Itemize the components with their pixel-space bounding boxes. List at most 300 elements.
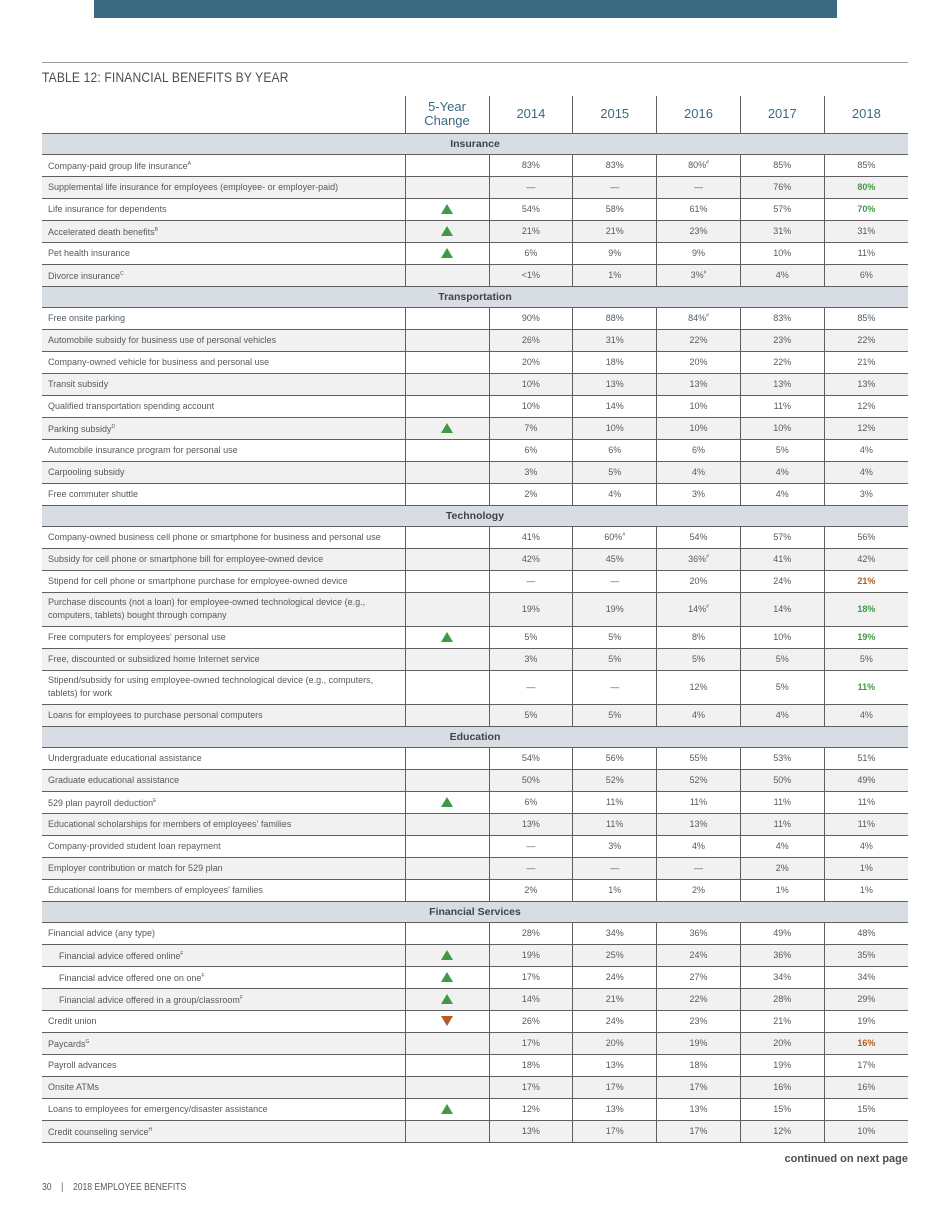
value-text: 5% [775,682,789,692]
value-text: 52% [689,775,708,785]
value-text: 13% [605,1104,624,1114]
footnote-marker: F [201,972,205,979]
table-header-row [42,96,908,133]
five-year-change-cell [405,461,489,483]
benefit-label-text: Onsite ATMs [48,1081,99,1092]
value-cell [573,835,657,857]
value-cell [489,769,573,791]
benefit-label [42,307,405,329]
value-text: 85% [857,313,876,323]
benefit-label [42,548,405,570]
table-row [42,648,908,670]
benefit-label-text: Payroll advances [48,1059,117,1070]
value-cell [824,704,908,726]
value-cell [657,307,741,329]
value-text: 5% [691,654,705,664]
benefit-label [42,944,405,966]
benefit-label-text: Financial advice offered online [59,950,181,961]
value-cell [489,198,573,220]
value-text: 31% [773,226,792,236]
value-text: 34% [605,928,624,938]
value-text: 49% [773,928,792,938]
value-cell [824,988,908,1010]
significance-marker: # [706,604,709,610]
value-text: 5% [775,445,789,455]
value-text: 12% [857,423,876,433]
value-cell [824,242,908,264]
benefit-label [42,329,405,351]
value-cell [740,1054,824,1076]
benefit-label-text: Loans for employees to purchase personal computers [48,709,263,720]
benefit-label [42,857,405,879]
benefit-label [42,835,405,857]
value-cell [489,670,573,704]
benefit-label [42,351,405,373]
value-text: 19% [857,1016,876,1026]
value-cell [489,264,573,286]
value-text: 4% [775,710,789,720]
value-text: 12% [773,1126,792,1136]
value-text: 2% [524,885,538,895]
value-cell [740,626,824,648]
value-text: 50% [521,775,540,785]
value-cell [489,857,573,879]
benefit-label [42,1054,405,1076]
value-text: 10% [857,1126,876,1136]
value-text: 17% [521,1082,540,1092]
value-text: 1% [608,885,622,895]
table-row [42,922,908,944]
value-cell [489,813,573,835]
footer-separator: | [61,1182,64,1193]
table-row [42,944,908,966]
value-cell [657,176,741,198]
table-row [42,264,908,286]
benefit-label-text: Educational loans for members of employees' families [48,884,263,895]
triangle-up-icon [441,632,453,642]
top-header-bar [94,0,837,18]
table-row [42,373,908,395]
value-cell [824,1054,908,1076]
five-year-change-cell [405,1120,489,1142]
value-text: 1% [608,270,622,280]
value-text: 54% [689,532,708,542]
value-cell [489,879,573,901]
value-cell [489,648,573,670]
value-cell [824,526,908,548]
five-year-change-cell [405,570,489,592]
table-row [42,626,908,648]
value-text: 31% [857,226,876,236]
value-cell [740,198,824,220]
value-text: 19% [521,950,540,960]
section-header-row [42,505,908,526]
value-text: 76% [773,182,792,192]
footnote-marker: C [120,270,124,277]
table-row [42,220,908,242]
value-text: 14% [773,604,792,614]
value-cell [740,1032,824,1054]
value-cell [657,648,741,670]
value-text: 4% [608,489,622,499]
table-row [42,439,908,461]
benefit-label [42,648,405,670]
value-cell [573,1098,657,1120]
value-text: 16% [773,1082,792,1092]
value-cell [824,198,908,220]
value-cell [489,526,573,548]
value-cell [489,154,573,176]
value-cell [824,1010,908,1032]
benefit-label-text: Accelerated death benefits [48,226,155,237]
value-text: 56% [857,532,876,542]
table-body [42,133,908,1142]
value-cell [657,395,741,417]
value-cell [657,373,741,395]
value-cell [740,570,824,592]
value-text: — [526,682,536,692]
five-year-change-cell [405,813,489,835]
value-cell [573,626,657,648]
value-cell [824,835,908,857]
value-text: 26% [521,335,540,345]
table-row [42,198,908,220]
value-cell [573,857,657,879]
footnote-marker: F [239,994,243,1001]
value-cell [824,395,908,417]
value-text: — [610,863,620,873]
value-text: 6% [691,445,705,455]
benefit-label [42,461,405,483]
value-cell [824,747,908,769]
value-text: 28% [773,994,792,1004]
value-cell [657,220,741,242]
five-year-change-cell [405,526,489,548]
value-cell [573,461,657,483]
five-year-change-cell [405,1076,489,1098]
value-cell [824,670,908,704]
value-cell [657,1054,741,1076]
table-row [42,1098,908,1120]
value-cell [573,988,657,1010]
value-text: 20% [773,1038,792,1048]
benefit-label [42,176,405,198]
value-text: 20% [689,576,708,586]
benefit-label [42,1120,405,1142]
value-text: 35% [857,950,876,960]
value-cell [573,198,657,220]
value-text: 53% [773,753,792,763]
value-text: 4% [775,467,789,477]
table-row [42,1076,908,1098]
value-text: 3% [524,467,538,477]
footer-publication: 2018 EMPLOYEE BENEFITS [72,1182,187,1193]
value-text: 4% [775,270,789,280]
benefit-label-text: Free commuter shuttle [48,488,139,499]
value-text: 20% [521,357,540,367]
value-cell [573,329,657,351]
value-cell [740,747,824,769]
value-cell [489,791,573,813]
value-cell [657,626,741,648]
value-cell [489,1032,573,1054]
value-cell [824,220,908,242]
table-row [42,1032,908,1054]
five-year-change-cell [405,922,489,944]
value-text: 5% [524,632,538,642]
value-text: — [610,576,620,586]
value-cell [740,154,824,176]
value-cell [573,439,657,461]
benefit-label [42,626,405,648]
table-row [42,592,908,626]
value-cell [824,648,908,670]
value-text: 11% [606,797,624,807]
value-text: 90% [521,313,540,323]
value-text: 17% [857,1060,876,1070]
table-row [42,307,908,329]
value-text: 6% [608,445,622,455]
value-cell [657,769,741,791]
benefit-label [42,813,405,835]
value-text: 18% [605,357,624,367]
value-cell [740,835,824,857]
benefit-label-text: Credit counseling service [48,1126,149,1137]
value-text: 19% [773,1060,792,1070]
header-year-2018: 2018 [824,96,908,133]
value-text: 55% [689,753,708,763]
value-cell [740,769,824,791]
value-cell [489,220,573,242]
value-cell [740,307,824,329]
value-cell [489,417,573,439]
value-text: 12% [857,401,876,411]
benefit-label-text: Financial advice (any type) [48,927,156,938]
five-year-change-cell [405,648,489,670]
value-cell [740,176,824,198]
value-text: 17% [521,972,540,982]
value-cell [573,813,657,835]
section-title: Transportation [42,286,908,307]
triangle-up-icon [441,797,453,807]
value-text: 22% [857,335,876,345]
continued-note: continued on next page [784,1153,908,1165]
benefit-label-text: Subsidy for cell phone or smartphone bill for employee-owned device [48,553,324,564]
value-cell [573,879,657,901]
header-five-year-change: 5-Year Change [405,96,489,133]
benefit-label-text: Stipend/subsidy for using employee-owned technological device (e.g., computers, tablets) for work [48,675,374,698]
value-text: 14% [688,604,707,614]
benefit-label [42,570,405,592]
value-cell [740,648,824,670]
value-cell [824,1076,908,1098]
footnote-marker: B [154,226,158,233]
value-text: 11% [857,797,876,807]
value-cell [489,626,573,648]
value-cell [489,307,573,329]
value-text: 20% [689,357,708,367]
value-cell [657,835,741,857]
value-cell [740,242,824,264]
value-cell [657,592,741,626]
value-cell [657,791,741,813]
value-cell [740,1076,824,1098]
value-text: 7% [524,423,538,433]
value-text: 11% [606,819,624,829]
value-text: 4% [691,467,705,477]
value-text: — [693,182,703,192]
benefit-label [42,439,405,461]
triangle-up-icon [441,972,453,982]
value-cell [573,704,657,726]
value-cell [657,548,741,570]
value-cell [657,988,741,1010]
section-header-row [42,901,908,922]
value-cell [573,176,657,198]
triangle-up-icon [441,994,453,1004]
benefit-label [42,264,405,286]
value-cell [740,220,824,242]
section-header-row [42,286,908,307]
value-text: 19% [605,604,624,614]
value-cell [573,154,657,176]
value-cell [573,264,657,286]
value-text: 57% [773,532,792,542]
value-text: 2% [524,489,538,499]
section-title: Insurance [42,133,908,154]
value-text: 80% [688,160,707,170]
value-cell [657,526,741,548]
value-text: 4% [859,841,873,851]
value-text: 9% [608,248,622,258]
value-cell [489,242,573,264]
value-cell [573,769,657,791]
table-row [42,351,908,373]
five-year-change-cell [405,439,489,461]
five-year-change-cell [405,220,489,242]
value-text: 88% [605,313,624,323]
footnote-marker: H [148,1126,153,1133]
value-cell [657,329,741,351]
value-text: 11% [773,401,791,411]
value-text: 42% [521,554,540,564]
table-row [42,329,908,351]
value-cell [824,154,908,176]
benefit-label [42,1010,405,1032]
footnote-marker: G [85,1038,90,1045]
value-text: 1% [775,885,789,895]
value-text: 54% [521,753,540,763]
table-row [42,966,908,988]
triangle-up-icon [441,226,453,236]
benefit-label [42,879,405,901]
five-year-change-cell [405,769,489,791]
value-text: 3% [608,841,622,851]
value-cell [573,1032,657,1054]
value-text: 10% [773,632,792,642]
value-text: 1% [859,863,873,873]
value-text: 17% [605,1126,624,1136]
value-text: 23% [689,1016,708,1026]
value-text: 4% [691,710,705,720]
page-number: 30 [42,1182,52,1193]
value-text: 19% [857,632,876,642]
value-cell [740,526,824,548]
value-cell [573,648,657,670]
value-text: 11% [773,819,791,829]
value-cell [489,329,573,351]
value-text: 19% [521,604,540,614]
table-row [42,483,908,505]
value-cell [657,1120,741,1142]
value-cell [657,1010,741,1032]
value-text: 23% [689,226,708,236]
value-cell [489,1098,573,1120]
benefit-label-text: Company-owned business cell phone or smartphone for business and personal use [48,531,381,542]
value-cell [824,922,908,944]
triangle-up-icon [441,248,453,258]
value-text: 18% [857,604,876,614]
benefit-label-text: Carpooling subsidy [48,466,125,477]
benefit-label [42,373,405,395]
value-cell [573,395,657,417]
benefit-label [42,198,405,220]
value-text: 14% [521,994,540,1004]
benefit-label [42,417,405,439]
value-cell [489,1120,573,1142]
value-text: 16% [857,1082,876,1092]
value-cell [740,1010,824,1032]
five-year-change-cell [405,242,489,264]
value-text: 83% [773,313,792,323]
value-cell [489,747,573,769]
value-text: 29% [857,994,876,1004]
value-cell [573,417,657,439]
value-text: 21% [605,226,624,236]
value-cell [573,1076,657,1098]
value-cell [657,704,741,726]
triangle-up-icon [441,1104,453,1114]
value-text: — [526,863,536,873]
value-text: 25% [605,950,624,960]
value-cell [573,483,657,505]
page-footer [42,1182,186,1193]
value-text: 18% [689,1060,708,1070]
value-text: 80% [857,182,876,192]
five-year-change-cell [405,966,489,988]
table-row [42,1120,908,1142]
value-cell [657,439,741,461]
value-cell [489,395,573,417]
value-cell [573,922,657,944]
value-cell [573,570,657,592]
value-cell [657,417,741,439]
five-year-change-cell [405,1098,489,1120]
value-text: 12% [521,1104,540,1114]
benefit-label-text: Company-owned vehicle for business and personal use [48,356,270,367]
benefit-label-text: Parking subsidy [48,423,112,434]
value-cell [740,373,824,395]
value-cell [824,857,908,879]
value-text: 23% [773,335,792,345]
value-text: 10% [605,423,624,433]
five-year-change-cell [405,1032,489,1054]
header-year-2016: 2016 [657,96,741,133]
value-cell [824,548,908,570]
value-text: 2% [691,885,705,895]
table-row [42,154,908,176]
value-text: 6% [859,270,873,280]
